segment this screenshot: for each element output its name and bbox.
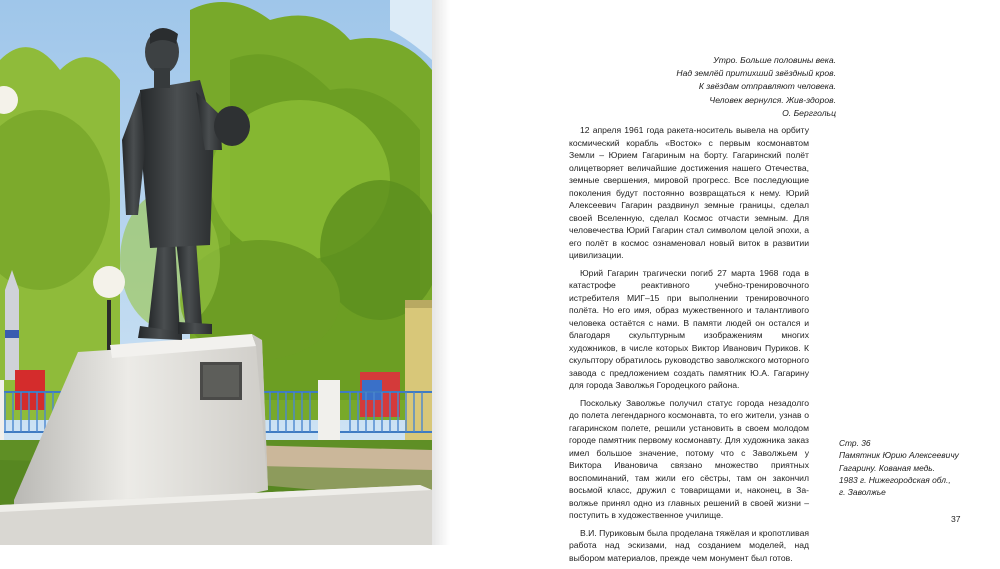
body-text [569, 124, 809, 569]
gagarin-monument-image [0, 0, 432, 545]
epigraph-line: Над землёй притихший звёздный кров. [676, 68, 836, 79]
paragraph: Поскольку Заволжье получил статус города незадолго до полета легендарного космонавта, то его жители, узнав о гагаринском полете, решили установить в своем молодом городе памятник первому космонавту. Для художника заказ имел большое значение, потому что с Заволжьем у Виктора Ивановича связано множество приятных воспоминаний, там жили его сёстры, там он закончил восьмой класс, дружил с товарищами и, наконец, в Заволжье принял одно из главных решений в своей жизни – поступить в художественное училище. [569, 397, 809, 520]
epigraph-line: Утро. Больше половины века. [713, 55, 836, 65]
epigraph-line: К звёздам отправляют человека. [698, 81, 836, 92]
photo-caption [839, 437, 979, 498]
caption-line: Памятник Юрию Алексеевичу [839, 450, 959, 461]
epigraph [560, 54, 836, 120]
page-number: 37 [951, 514, 961, 524]
epigraph-author: О. Берггольц [782, 107, 836, 118]
paragraph: В.И. Пуриковым была проделана тяжёлая и кропотливая работа над эскизами, над созданием моделей, над выбором материалов, прежде чем монумент был готов. [569, 527, 809, 563]
monument-photo [0, 0, 432, 545]
caption-line: Гагарину. Кованая медь. [839, 462, 936, 473]
epigraph-line: Человек вернулся. Жив-здоров. [709, 94, 836, 105]
book-gutter-shadow [432, 0, 450, 545]
caption-line: г. Заволжье [839, 487, 886, 498]
caption-line: Стр. 36 [839, 438, 871, 448]
caption-line: 1983 г. Нижегородская обл., [839, 474, 951, 485]
paragraph: 12 апреля 1961 года ракета-носитель вывела на орбиту космический корабль «Восток» с первым космонавтом Земли – Юрием Гагариным на борту. Гагаринский полёт олицетворяет величайшие достижения нашего Отечества, земные свершения, мировой прогресс. Все последующие поколения будут постоянно возвращаться к нему. Юрий Алексеевич Гагарин раздвинул земные границы, сделал своей Вселенную, сделал Космос отчасти земным. Для человечества Юрий Гагарин стал символом целой эпохи, а его полёт в космос ознаменовал новый виток в развитии цивилизации. [569, 125, 809, 260]
paragraph: Юрий Гагарин трагически погиб 27 марта 1968 года в катастрофе реактивного учебно-тренировочного истребителя МИГ–15 при выполнении тренировочного полёта. Но его имя, образ мужественного и талантливого человека остаётся с нами. В памяти людей он остался и благодаря скульптурным изображениям многих художников, в числе которых Виктор Иванович Пуриков. К скульптору обратилось руководство заволжского моторного завода с предложением создать памятник Ю.А. Гагарину для города Заволжья Городецкого района. [569, 267, 809, 390]
